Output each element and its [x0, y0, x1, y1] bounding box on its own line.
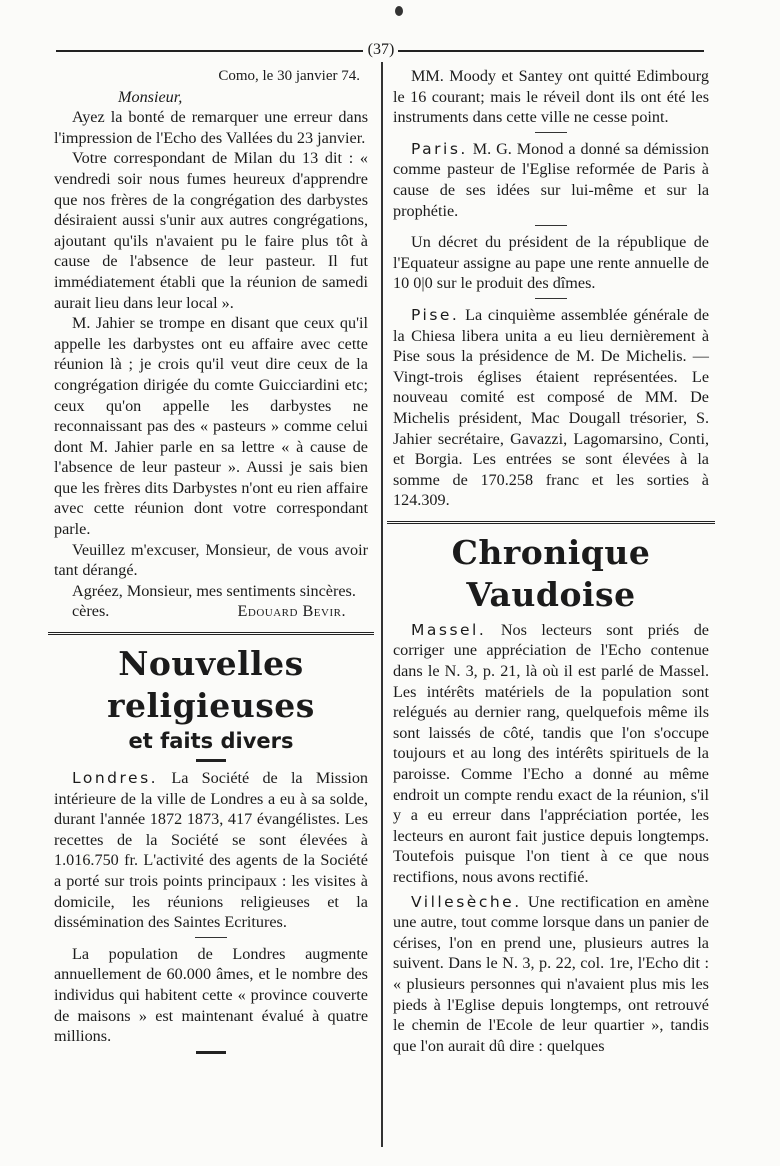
- section-rule: [387, 521, 715, 524]
- news-kicker: Villesèche.: [411, 892, 522, 911]
- section-title: Nouvelles religieuses: [107, 644, 315, 726]
- letter-signoff: [54, 601, 368, 622]
- letter-paragraph: Ayez la bonté de remarquer une erreur dans l'impression de l'Echo des Vallées du 23 janvier.: [54, 108, 368, 147]
- left-column: [54, 66, 368, 1060]
- letter-dateline: Como, le 30 janvier 74.: [218, 68, 360, 84]
- chronique-title: Chronique Vaudoise: [451, 532, 651, 614]
- header-rule-left: [56, 50, 363, 52]
- ink-dot: [395, 6, 403, 16]
- column-divider: [381, 62, 383, 1147]
- news-item-paris: [393, 139, 709, 221]
- news-text: La cinquième assemblée générale de la Chiesa libera unita a eu lieu dernièrement à Pise sous la présidence de M. De Michelis. — Vingt-trois églises étaient représentées. Le nouveau comité est composé de MM. De Michelis président, Mac Dougall trésorier, S. Jahier secrétaire, Gavazzi, Lagomarsino, Conti, et Borgia. Les entrées se sont élevées à la somme de 170.258 franc et les sorties à 124.309.: [393, 305, 710, 510]
- section-rule: [48, 632, 374, 635]
- right-column: [393, 66, 709, 1056]
- page-number: (37): [367, 41, 395, 58]
- news-item-population: La population de Londres augmente annuellement de 60.000 âmes, et le nombre des individus qui habitent cette « province couverte de maisons » est maintenant évalué à quatre millions.: [54, 944, 368, 1046]
- news-item-massel: [393, 620, 709, 888]
- letter-paragraph: Agréez, Monsieur, mes sentiments sincères.: [72, 581, 356, 600]
- letter-paragraph: Veuillez m'excuser, Monsieur, de vous avoir tant dérangé.: [54, 540, 368, 580]
- news-text: Une rectification en amène une autre, tout comme lorsque dans un panier de cérises, l'on en prend une, plusieurs autres la suivent. Dans le N. 3, p. 22, col. 1re, l'Echo dit : « plusieurs personnes qui n'avaient plus mis les pieds à l'Eglise depuis longtemps, ont retrouvé le chemin de l'Ecole de leur quartier », tandis que l'on aurait dû dire : quelques: [393, 892, 709, 1055]
- news-item-pise: [393, 305, 709, 511]
- separator-rule: [535, 298, 567, 299]
- separator-rule: [535, 225, 567, 226]
- news-text: La Société de la Mission intérieure de la ville de Londres a eu à sa solde, durant l'année 1872 1873, 417 évangélistes. Les recettes de la Société se sont élevées à 1.016.750 fr. L'activité des agents de la Société a porté sur trois points principaux : les visites à domicile, les réunions religieuses et la dissémination des Saintes Ecritures.: [54, 769, 369, 932]
- letter-salutation: Monsieur,: [118, 87, 183, 106]
- news-item-decret: Un décret du président de la république de l'Equateur assigne au pape une rente annuelle de 10 0|0 sur le produit des dîmes.: [393, 233, 709, 293]
- news-kicker: Londres.: [72, 769, 159, 788]
- news-item-londres: [54, 768, 368, 933]
- news-text: M. G. Monod a donné sa démission comme pasteur de l'Eglise reformée de Paris à cause de ses idées sur lui-même et sur la prophétie.: [393, 139, 709, 220]
- news-kicker: Paris.: [411, 139, 468, 158]
- news-item-moody: MM. Moody et Santey ont quitté Edimbourg le 16 courant; mais le réveil dont ils ont été les instruments dans cette ville ne cesse point.: [393, 67, 709, 127]
- separator-rule: [195, 937, 227, 938]
- news-kicker: Massel.: [411, 620, 487, 639]
- letter-closing: cères.: [72, 602, 110, 621]
- news-item-villeseche: [393, 892, 709, 1057]
- header-rule-right: [398, 50, 704, 52]
- section-subtitle: et faits divers: [128, 729, 294, 754]
- news-text: Nos lecteurs sont priés de corriger une appréciation de l'Echo contenue dans le N. 3, p. 21, là où il est parlé de Massel. Les intérêts matériels de la population sont relégués au dernier rang, quelquefois même ils sont laissés de côté, tandis que l'on s'occupe toujours et au long des intérêts spirituels de la paroisse. Comme l'Echo a donné au même endroit un compte rendu exact de la réunion, s'il y a eu erreur dans l'appréciation portée, les lecteurs en auront fait justice depuis longtemps. Toutefois puisque l'on tient à ce que nous rectifions, nous avons rectifié.: [393, 620, 709, 886]
- news-kicker: Pise.: [411, 305, 460, 324]
- letter-signature: Edouard Bevir.: [237, 602, 346, 621]
- ornament-rule: [196, 759, 226, 762]
- letter-paragraph: Votre correspondant de Milan du 13 dit : « vendredi soir nous fumes heureux d'apprendre que nos frères de la congrégation des darbystes désiraient aussi s'unir aux autres congrégations, ajoutant qu'ils n'avaient pu le faire plus tôt à cause de l'absence de leur pasteur. Il fut immédiatement établi que la réunion de samedi aurait lieu dans leur local ».: [54, 149, 368, 312]
- letter-paragraph: M. Jahier se trompe en disant que ceux qu'il appelle les darbystes ont eu affaire avec cette réunion là ; je crois qu'il veut dire ceux de la congrégation dirigée du comte Guicciardini etc; ceux qu'on appelle les darbystes ne reconnaissant pas des « pasteurs » comme celui dont M. Jahier parle en sa lettre « à cause de l'absence de leur pasteur ». Aussi je sais bien que les frères dits Darbystes n'ont eu rien affaire avec cette réunion dont votre correspondant parle.: [54, 314, 368, 539]
- separator-rule: [196, 1051, 226, 1054]
- separator-rule: [535, 132, 567, 133]
